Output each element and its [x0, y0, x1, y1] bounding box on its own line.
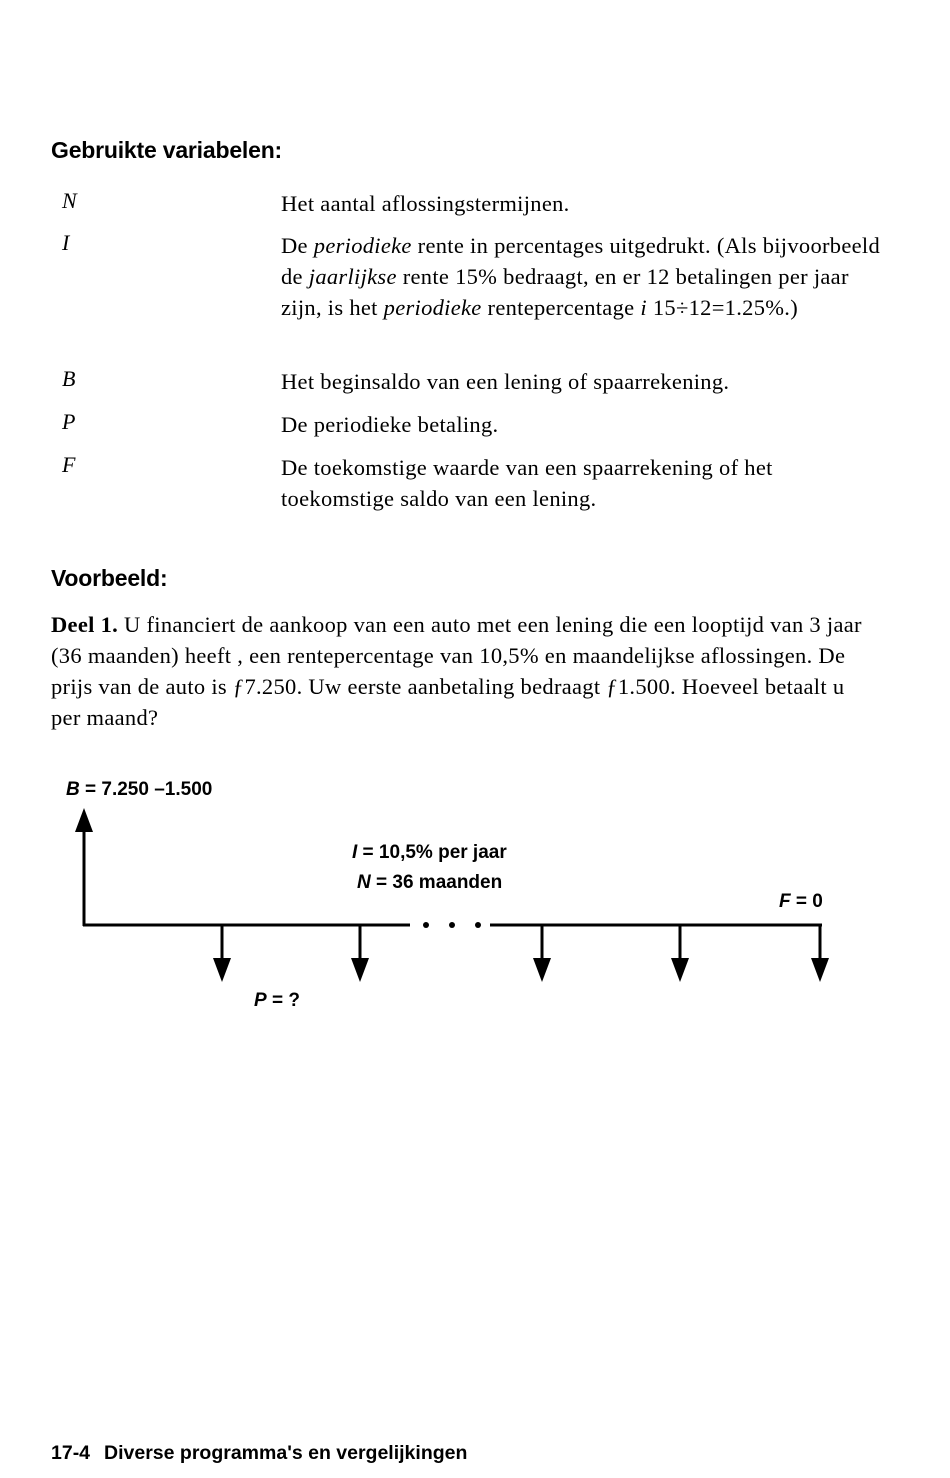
text-run: 15÷12=1.25%.)	[646, 295, 799, 320]
text-run: rente in percentages uitgedrukt. (Als bijvoorbeeld de	[281, 233, 881, 289]
variable-description	[281, 188, 881, 219]
down-arrow-icon	[811, 958, 829, 982]
variables-heading: Gebruikte variabelen:	[51, 137, 282, 163]
chapter-title: Diverse programma's en vergelijkingen	[104, 1442, 468, 1464]
variable-description	[281, 452, 841, 514]
payment-arrow	[351, 925, 369, 982]
down-arrow-icon	[351, 958, 369, 982]
emphasized-text: jaarlijkse	[308, 264, 397, 289]
variable-description	[281, 409, 881, 440]
example-part-label: Deel 1.	[51, 612, 119, 637]
text-run: Het beginsaldo van een lening of spaarrekening.	[281, 369, 730, 394]
periods-label: N = 36 maanden	[357, 872, 503, 893]
payment-arrow	[213, 925, 231, 982]
example-text: U financiert de aankoop van een auto met een lening die een looptijd van 3 jaar (36 maanden) heeft , een rentepercentage van 10,5% en maandelijkse aflossingen. De prijs van de auto is ƒ7.250. Uw eerste aanbetaling bedraagt ƒ1.500. Hoeveel betaalt u per maand?	[51, 612, 862, 730]
variable-symbol: N	[62, 188, 77, 213]
text-run: rentepercentage	[481, 295, 641, 320]
payment-arrow	[671, 925, 689, 982]
variable-description	[281, 366, 881, 397]
variable-description	[281, 230, 881, 323]
variable-symbol: B	[62, 366, 76, 391]
example-paragraph	[51, 609, 871, 733]
emphasized-text: periodieke	[383, 295, 482, 320]
variable-symbol: P	[62, 409, 76, 434]
future-value-label: F = 0	[779, 891, 823, 912]
down-arrow-icon	[671, 958, 689, 982]
down-arrow-icon	[213, 958, 231, 982]
ellipsis-dot	[423, 922, 429, 928]
payment-label: P = ?	[254, 990, 300, 1011]
variable-symbol: I	[62, 230, 70, 255]
down-arrow-icon	[533, 958, 551, 982]
emphasized-text: periodieke	[313, 233, 412, 258]
payment-arrow	[811, 925, 829, 982]
text-run: De periodieke betaling.	[281, 412, 499, 437]
text-run: De toekomstige waarde van een spaarrekening of het toekomstige saldo van een lening.	[281, 455, 773, 511]
text-run: De	[281, 233, 314, 258]
text-run: Het aantal aflossingstermijnen.	[281, 191, 570, 216]
up-arrow-icon	[75, 808, 93, 832]
example-heading: Voorbeeld:	[51, 565, 168, 591]
page-footer	[51, 1442, 467, 1465]
emphasized-text: i	[640, 295, 647, 320]
ellipsis-dot	[449, 922, 455, 928]
payment-arrow	[533, 925, 551, 982]
interest-label: I = 10,5% per jaar	[352, 842, 507, 863]
cash-flow-diagram	[0, 760, 950, 1020]
page-number: 17-4	[51, 1442, 91, 1464]
variable-symbol: F	[62, 452, 76, 477]
text-run: rente 15% bedraagt, en er 12 betalingen per jaar zijn, is het	[281, 264, 849, 320]
ellipsis-dot	[475, 922, 481, 928]
b-label: B = 7.250 –1.500	[66, 779, 213, 800]
